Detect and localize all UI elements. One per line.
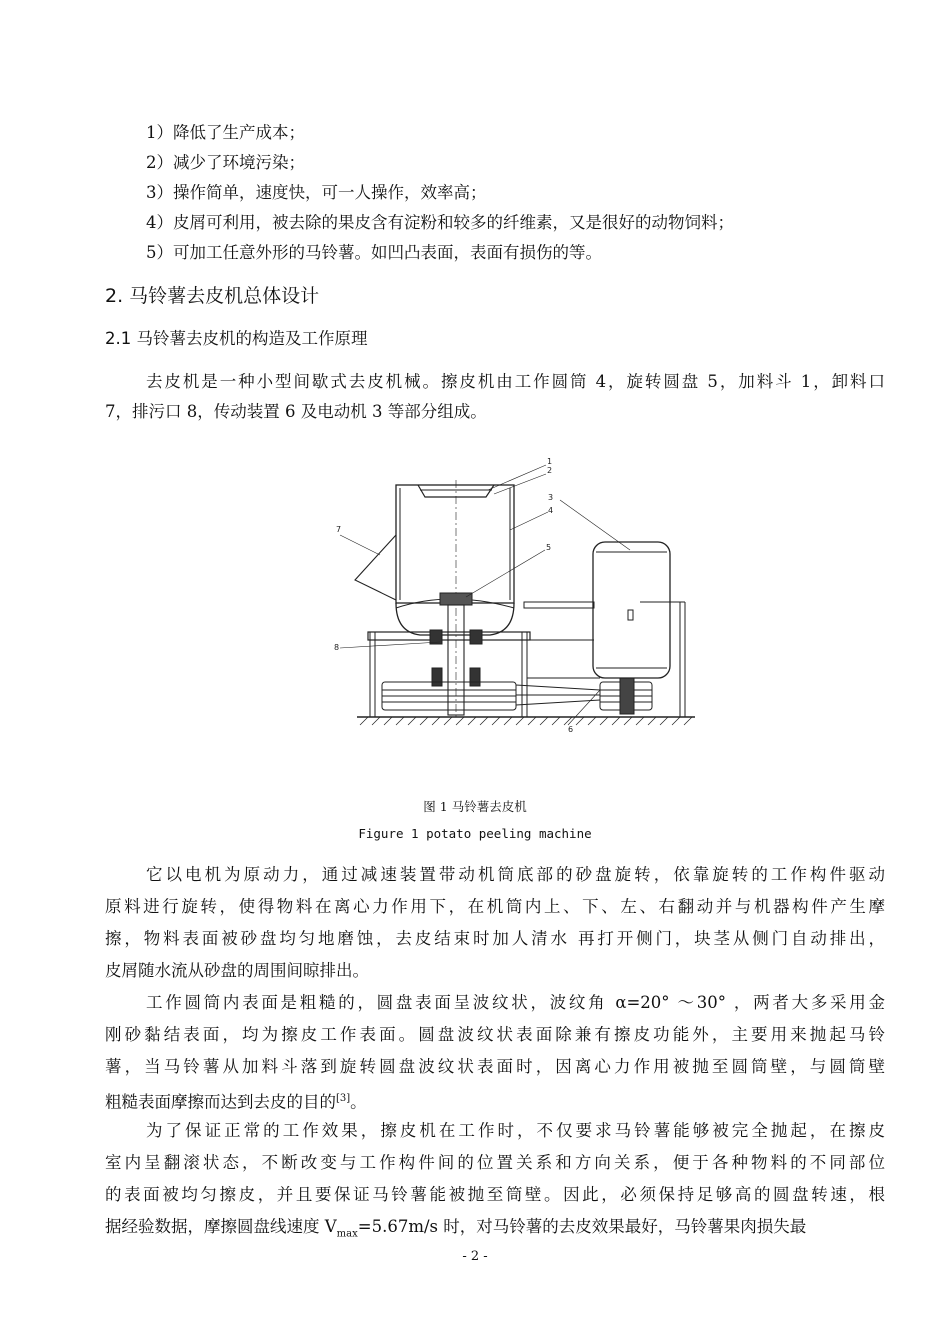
figure-label: 4 [548,506,554,515]
subscript: max [336,1228,358,1240]
paragraph-line: 擦，物料表面被砂盘均匀地磨蚀，去皮结束时加人清水 再打开侧门，块茎从侧门自动排出， [105,929,885,948]
figure-label: 8 [334,643,340,652]
list-item: 1）降低了生产成本； [146,123,305,142]
list-item: 5）可加工任意外形的马铃薯。如凹凸表面，表面有损伤的等。 [146,243,602,262]
peeler-machine-figure [0,450,950,750]
paragraph-line: 工作圆筒内表面是粗糙的，圆盘表面呈波纹状，波纹角 α=20° ～30° ，两者大多采用金 [146,993,885,1012]
paragraph-line: 原料进行旋转，使得物料在离心力作用下，在机筒内上、下、左、右翻动并与机器构件产生摩 [105,897,885,916]
page-number: - 2 - [462,1249,488,1264]
citation-ref: [3] [336,1093,351,1104]
list-item: 4）皮屑可利用，被去除的果皮含有淀粉和较多的纤维素，又是很好的动物饲料； [146,213,734,232]
paragraph-line [105,1089,367,1113]
paragraph-line: 皮屑随水流从砂盘的周围间晾排出。 [105,961,369,980]
paragraph-line: 为了保证正常的工作效果，擦皮机在工作时，不仅要求马铃薯能够被完全抛起，在擦皮 [146,1121,885,1140]
figure-label: 1 [547,457,553,466]
paragraph-text: 。 [350,1092,367,1112]
paragraph-line: 刚砂黏结表面，均为擦皮工作表面。圆盘波纹状表面除兼有擦皮功能外，主要用来抛起马铃 [105,1025,885,1044]
figure-label: 5 [546,543,552,552]
list-item: 3）操作简单，速度快，可一人操作，效率高； [146,183,487,202]
paragraph-text: 粗糙表面摩擦而达到去皮的目的 [105,1092,336,1112]
list-item: 2）减少了环境污染； [146,153,305,172]
figure-label: 7 [336,525,342,534]
subsection-heading: 2.1 马铃薯去皮机的构造及工作原理 [105,329,368,348]
paragraph-line: 的表面被均匀擦皮，并且要保证马铃薯能被抛至筒壁。因此，必须保持足够高的圆盘转速，根 [105,1185,885,1204]
section-heading: 2. 马铃薯去皮机总体设计 [105,285,320,307]
paragraph-line [105,1217,806,1244]
paragraph-line: 薯，当马铃薯从加料斗落到旋转圆盘波纹状表面时，因离心力作用被抛至圆筒壁，与圆筒壁 [105,1057,885,1076]
figure-label: 2 [547,466,553,475]
figure-label: 6 [568,725,574,734]
paragraph-line: 它以电机为原动力，通过减速装置带动机筒底部的砂盘旋转，依靠旋转的工作构件驱动 [146,865,885,884]
figure-caption-cn: 图 1 马铃薯去皮机 [423,799,527,814]
paragraph-line: 去皮机是一种小型间歇式去皮机械。擦皮机由工作圆筒 4，旋转圆盘 5，加料斗 1，卸料口 [146,372,885,391]
figure-caption-en: Figure 1 potato peeling machine [358,826,592,841]
paragraph-line: 室内呈翻滚状态，不断改变与工作构件间的位置关系和方向关系，便于各种物料的不同部位 [105,1153,885,1172]
paragraph-text: =5.67m/s 时，对马铃薯的去皮效果最好，马铃薯果肉损失最 [357,1217,807,1236]
paragraph-line: 7，排污口 8，传动装置 6 及电动机 3 等部分组成。 [105,402,487,421]
paragraph-text: 据经验数据，摩擦圆盘线速度 V [105,1217,337,1236]
figure-label: 3 [548,493,554,502]
